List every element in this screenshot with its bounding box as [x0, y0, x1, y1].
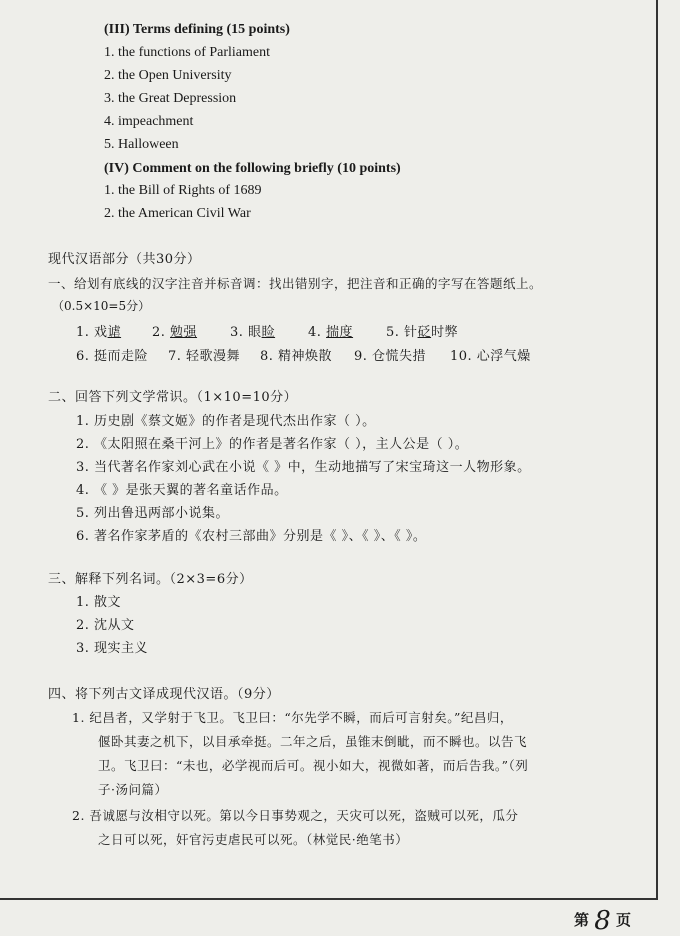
q1-item-8: 8. 精神焕散 [260, 349, 333, 364]
q3-item-2: 2. 沈从文 [76, 618, 135, 633]
q1-item-1: 1. 戏谑 [76, 325, 122, 340]
q1-item-6: 6. 挺而走险 [76, 349, 149, 364]
q2-title: 二、回答下列文学常识。（1×10=10分） [48, 390, 298, 405]
q3-item-1: 1. 散文 [76, 595, 122, 610]
q2-item-1: 1. 历史剧《蔡文姬》的作者是现代杰出作家（ ）。 [76, 414, 376, 429]
section4-title: (IV) Comment on the following briefly (10 points) [104, 161, 401, 176]
chinese-part-title: 现代汉语部分（共30分） [48, 252, 201, 267]
q4-item-2-line-2: 之日可以死，奸官污吏虐民可以死。（林觉民·绝笔书） [98, 832, 409, 847]
q3-item-3: 3. 现实主义 [76, 641, 149, 656]
section3-item-4: 4. impeachment [104, 114, 194, 129]
q4-item-1-line-4: 子·汤问篇） [98, 782, 168, 797]
q1-item-9: 9. 仓慌失措 [354, 349, 427, 364]
q4-item-2-line-1: 2. 吾诚愿与汝相守以死。第以今日事势观之，天灾可以死，盗贼可以死，瓜分 [72, 808, 519, 823]
section3-title: (III) Terms defining (15 points) [104, 22, 290, 37]
q1-item-7: 7. 轻歌漫舞 [168, 349, 241, 364]
page-number: 第 8 页 [574, 906, 632, 936]
q2-item-5: 5. 列出鲁迅两部小说集。 [76, 506, 230, 521]
q1-item-3: 3. 眼睑 [230, 325, 276, 340]
section3-item-1: 1. the functions of Parliament [104, 45, 271, 60]
q2-item-2: 2. 《太阳照在桑干河上》的作者是著名作家（ ），主人公是（ ）。 [76, 437, 469, 452]
q1-title: 一、给划有底线的汉字注音并标音调：找出错别字，把注音和正确的字写在答题纸上。 [48, 276, 543, 291]
q3-title: 三、解释下列名词。（2×3=6分） [48, 572, 253, 587]
q2-item-6: 6. 著名作家茅盾的《农村三部曲》分别是《 》、《 》、《 》。 [76, 529, 427, 544]
q4-title: 四、将下列古文译成现代汉语。（9分） [48, 687, 280, 702]
q1-score: （0.5×10=5分） [52, 299, 151, 313]
q1-item-4: 4. 揣度 [308, 325, 354, 340]
section3-item-5: 5. Halloween [104, 137, 179, 152]
q1-item-5: 5. 针砭时弊 [386, 325, 459, 340]
page-border-right [656, 0, 658, 900]
page-border-bottom [0, 898, 658, 900]
section3-item-2: 2. the Open University [104, 68, 232, 83]
q4-item-1-line-3: 卫。飞卫曰：“未也，必学视而后可。视小如大，视微如著，而后告我。”（列 [98, 758, 529, 773]
q2-item-4: 4. 《 》是张天翼的著名童话作品。 [76, 483, 288, 498]
section4-item-1: 1. the Bill of Rights of 1689 [104, 183, 262, 198]
q4-item-1-line-1: 1. 纪昌者，又学射于飞卫。飞卫曰：“尔先学不瞬，而后可言射矣。”纪昌归， [72, 710, 513, 725]
q1-item-2: 2. 勉强 [152, 325, 198, 340]
section4-item-2: 2. the American Civil War [104, 206, 251, 221]
q4-item-1-line-2: 偃卧其妻之机下，以目承牵挺。二年之后，虽锥末倒眦，而不瞬也。以告飞 [98, 734, 528, 749]
q1-item-10: 10. 心浮气燥 [450, 349, 531, 364]
section3-item-3: 3. the Great Depression [104, 91, 237, 106]
q2-item-3: 3. 当代著名作家刘心武在小说《 》中，生动地描写了宋宝琦这一人物形象。 [76, 460, 531, 475]
